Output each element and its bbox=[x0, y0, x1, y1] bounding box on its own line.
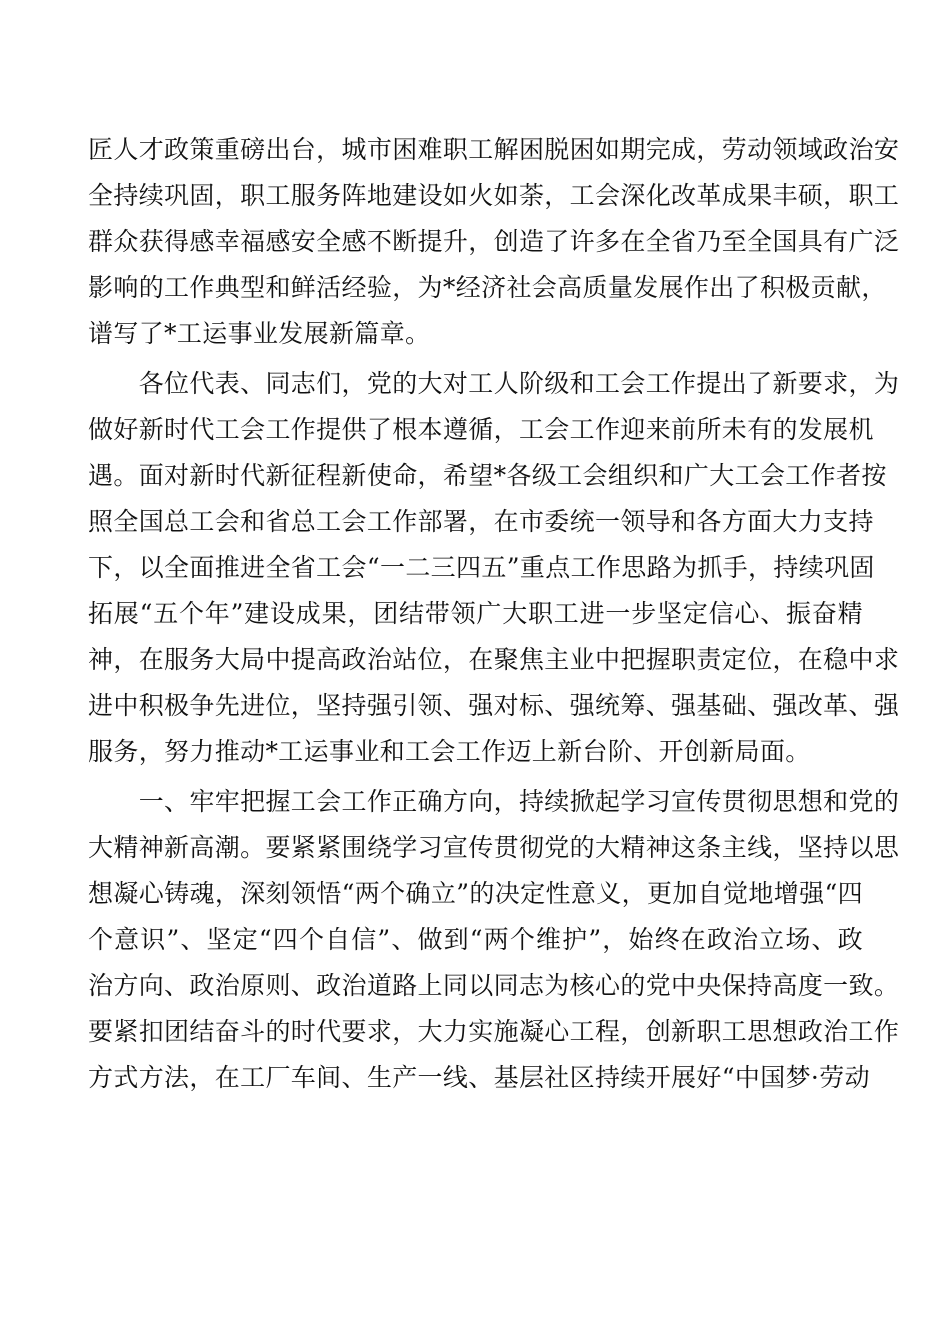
text-line: 拓展“五个年”建设成果，团结带领广大职工进一步坚定信心、振奋精 bbox=[88, 599, 863, 628]
text-line: 想凝心铸魂，深刻领悟“两个确立”的决定性意义，更加自觉地增强“四 bbox=[88, 879, 863, 908]
text-line: 大精神新高潮。要紧紧围绕学习宣传贯彻党的大精神这条主线，坚持以思 bbox=[88, 833, 900, 862]
text-line: 照全国总工会和省总工会工作部署，在市委统一领导和各方面大力支持 bbox=[88, 507, 874, 536]
paragraph-2 bbox=[88, 361, 900, 775]
text-line: 个意识”、坚定“四个自信”、做到“两个维护”，始终在政治立场、政 bbox=[88, 925, 863, 954]
text-line: 一、牢牢把握工会工作正确方向，持续掀起学习宣传贯彻思想和党的 bbox=[88, 787, 900, 816]
text-line: 群众获得感幸福感安全感不断提升，创造了许多在全省乃至全国具有广泛 bbox=[88, 227, 900, 256]
text-line: 进中积极争先进位，坚持强引领、强对标、强统筹、强基础、强改革、强 bbox=[88, 691, 900, 720]
text-line: 匠人才政策重磅出台，城市困难职工解困脱困如期完成，劳动领域政治安 bbox=[88, 135, 900, 164]
text-line: 神，在服务大局中提高政治站位，在聚焦主业中把握职责定位，在稳中求 bbox=[88, 645, 900, 674]
text-line: 服务，努力推动*工运事业和工会工作迈上新台阶、开创新局面。 bbox=[88, 737, 811, 766]
text-line: 要紧扣团结奋斗的时代要求，大力实施凝心工程，创新职工思想政治工作 bbox=[88, 1017, 900, 1046]
text-line: 全持续巩固，职工服务阵地建设如火如荼，工会深化改革成果丰硕，职工 bbox=[88, 181, 900, 210]
text-line: 谱写了*工运事业发展新篇章。 bbox=[88, 319, 431, 348]
paragraph-3 bbox=[88, 779, 900, 1101]
text-line: 下，以全面推进全省工会“一二三四五”重点工作思路为抓手，持续巩固 bbox=[88, 553, 875, 582]
text-line: 遇。面对新时代新征程新使命，希望*各级工会组织和广大工会工作者按 bbox=[88, 461, 887, 490]
text-line: 影响的工作典型和鲜活经验，为*经济社会高质量发展作出了积极贡献， bbox=[88, 273, 887, 302]
text-line: 方式方法，在工厂车间、生产一线、基层社区持续开展好“中国梦·劳动 bbox=[88, 1063, 870, 1092]
text-line: 各位代表、同志们，党的大对工人阶级和工会工作提出了新要求，为 bbox=[88, 369, 900, 398]
paragraph-1 bbox=[88, 127, 900, 357]
text-line: 做好新时代工会工作提供了根本遵循，工会工作迎来前所未有的发展机 bbox=[88, 415, 874, 444]
text-line: 治方向、政治原则、政治道路上同以同志为核心的党中央保持高度一致。 bbox=[88, 971, 900, 1000]
document-body bbox=[88, 127, 900, 1105]
